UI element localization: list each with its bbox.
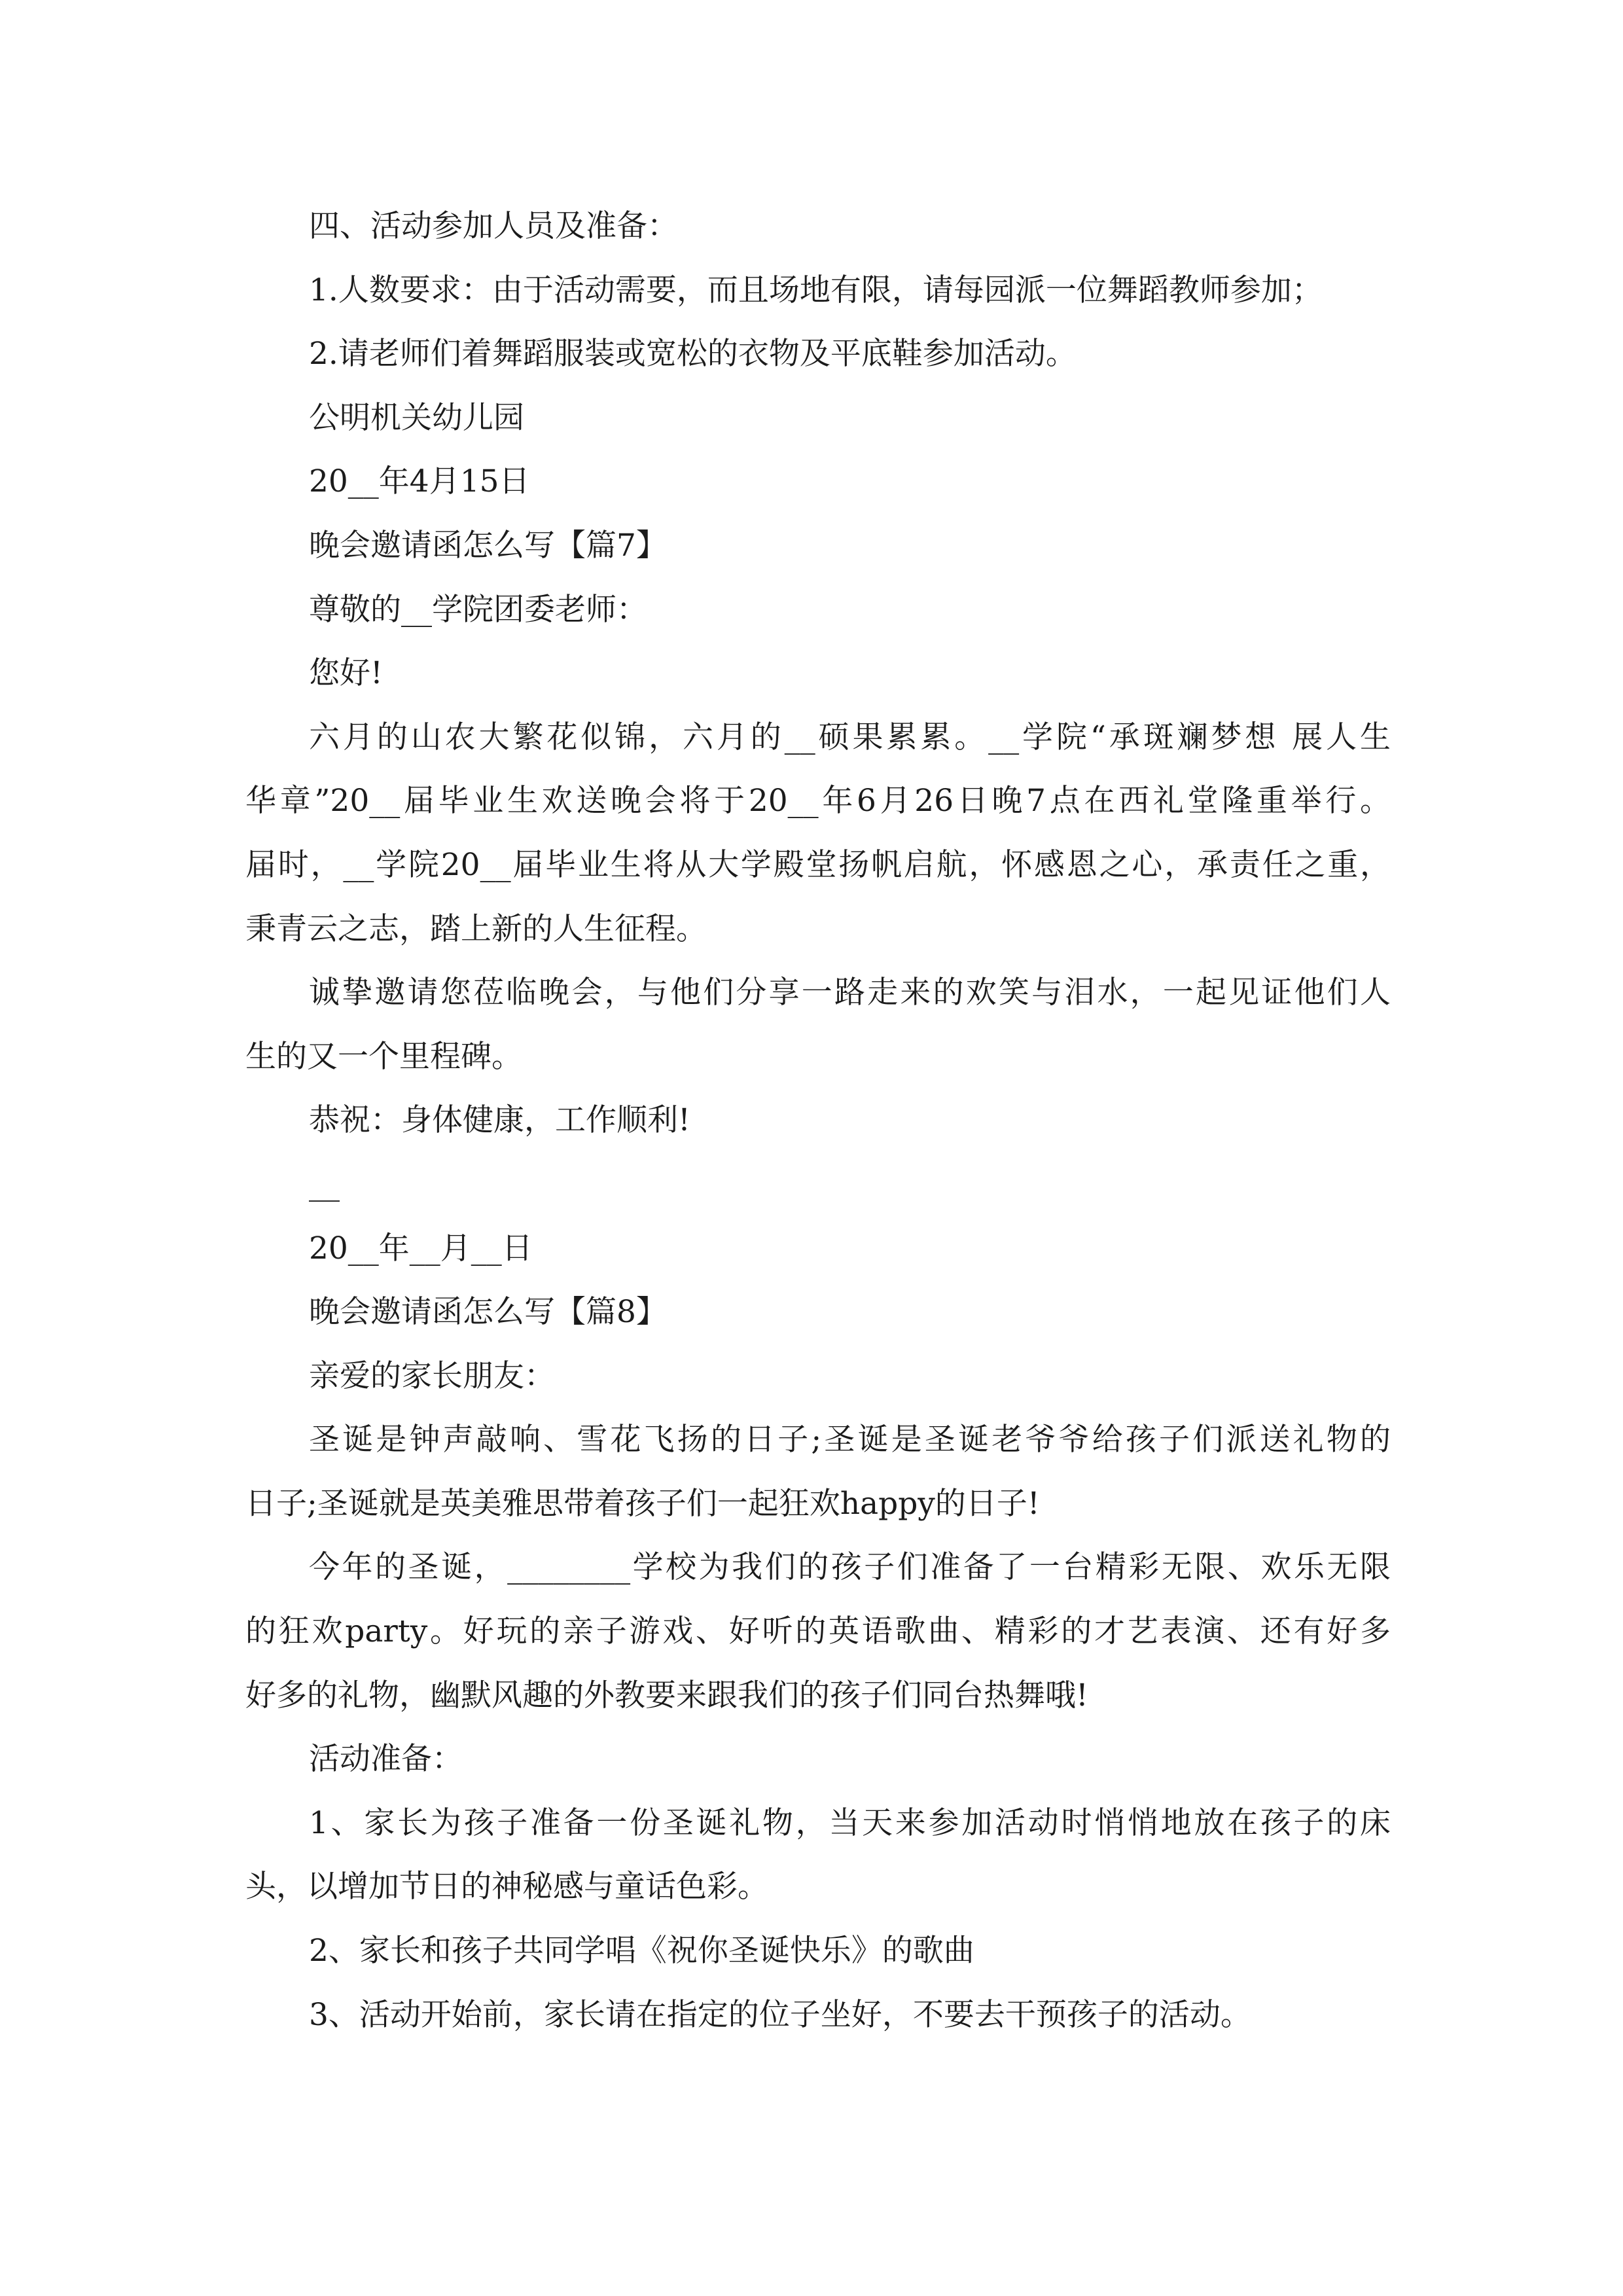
text-line: 生的又一个里程碑。 [245, 1038, 522, 1075]
text-line: 华章”20__届毕业生欢送晚会将于20__年6月26日晚7点在西礼堂隆重举行。 [245, 783, 1391, 819]
text-line: 公明机关幼儿园 [309, 399, 524, 436]
text-line: 晚会邀请函怎么写【篇7】 [309, 527, 667, 564]
body-paragraph [245, 1535, 1391, 1727]
signature-date [245, 1217, 1391, 1281]
text-line: 恭祝：身体健康，工作顺利! [309, 1102, 690, 1139]
signature-organization [245, 386, 1391, 450]
document-body [245, 194, 1391, 2047]
text-line: 四、活动参加人员及准备： [309, 208, 678, 244]
preparation-item-1 [245, 1791, 1391, 1919]
body-paragraph [245, 706, 1391, 961]
greeting [245, 641, 1391, 706]
section-heading-preparation [245, 1727, 1391, 1791]
text-line: 晚会邀请函怎么写【篇8】 [309, 1294, 667, 1331]
text-line: 圣诞是钟声敲响、雪花飞扬的日子;圣诞是圣诞老爷爷给孩子们派送礼物的 [309, 1422, 1391, 1458]
text-line: 诚挚邀请您莅临晚会，与他们分享一路走来的欢笑与泪水，一起见证他们人 [309, 975, 1391, 1011]
section-heading-participants [245, 194, 1391, 259]
text-line: __ [309, 1166, 340, 1202]
article-title-8 [245, 1280, 1391, 1344]
text-line: 好多的礼物，幽默风趣的外教要来跟我们的孩子们同台热舞哦! [245, 1677, 1088, 1713]
text-line: 您好! [309, 655, 383, 692]
text-line: 2.请老师们着舞蹈服装或宽松的衣物及平底鞋参加活动。 [309, 336, 1077, 372]
text-line: 六月的山农大繁花似锦，六月的__硕果累累。__学院“承斑斓梦想 展人生 [309, 719, 1391, 755]
text-line: 日子;圣诞就是英美雅思带着孩子们一起狂欢happy的日子! [245, 1485, 1040, 1522]
text-line: 头，以增加节日的神秘感与童话色彩。 [245, 1869, 768, 1905]
preparation-item-2 [245, 1919, 1391, 1983]
text-line: 20__年4月15日 [309, 463, 530, 500]
text-line: 亲爱的家长朋友： [309, 1357, 555, 1394]
signature-date [245, 450, 1391, 514]
text-line: 1、家长为孩子准备一份圣诞礼物，当天来参加活动时悄悄地放在孩子的床 [309, 1804, 1391, 1841]
text-line: 20__年__月__日 [309, 1230, 533, 1266]
text-line: 1.人数要求：由于活动需要，而且场地有限，请每园派一位舞蹈教师参加； [309, 272, 1323, 308]
text-line: 尊敬的__学院团委老师： [309, 591, 647, 628]
requirement-item-1 [245, 259, 1391, 323]
closing-wishes [245, 1088, 1391, 1153]
text-line: 活动准备： [309, 1741, 463, 1778]
signature-blank [245, 1153, 1391, 1217]
text-line: 2、家长和孩子共同学唱《祝你圣诞快乐》的歌曲 [309, 1933, 974, 1969]
text-line: 今年的圣诞，________学校为我们的孩子们准备了一台精彩无限、欢乐无限 [309, 1549, 1391, 1586]
body-paragraph [245, 961, 1391, 1088]
text-line: 3、活动开始前，家长请在指定的位子坐好，不要去干预孩子的活动。 [309, 1996, 1251, 2033]
body-paragraph [245, 1408, 1391, 1535]
text-line: 秉青云之志，踏上新的人生征程。 [245, 910, 707, 947]
salutation [245, 1344, 1391, 1408]
text-line: 的狂欢party。好玩的亲子游戏、好听的英语歌曲、精彩的才艺表演、还有好多 [245, 1613, 1391, 1650]
text-line: 届时，__学院20__届毕业生将从大学殿堂扬帆启航，怀感恩之心，承责任之重， [245, 846, 1391, 883]
requirement-item-2 [245, 322, 1391, 386]
salutation [245, 578, 1391, 642]
article-title-7 [245, 514, 1391, 578]
preparation-item-3 [245, 1983, 1391, 2047]
